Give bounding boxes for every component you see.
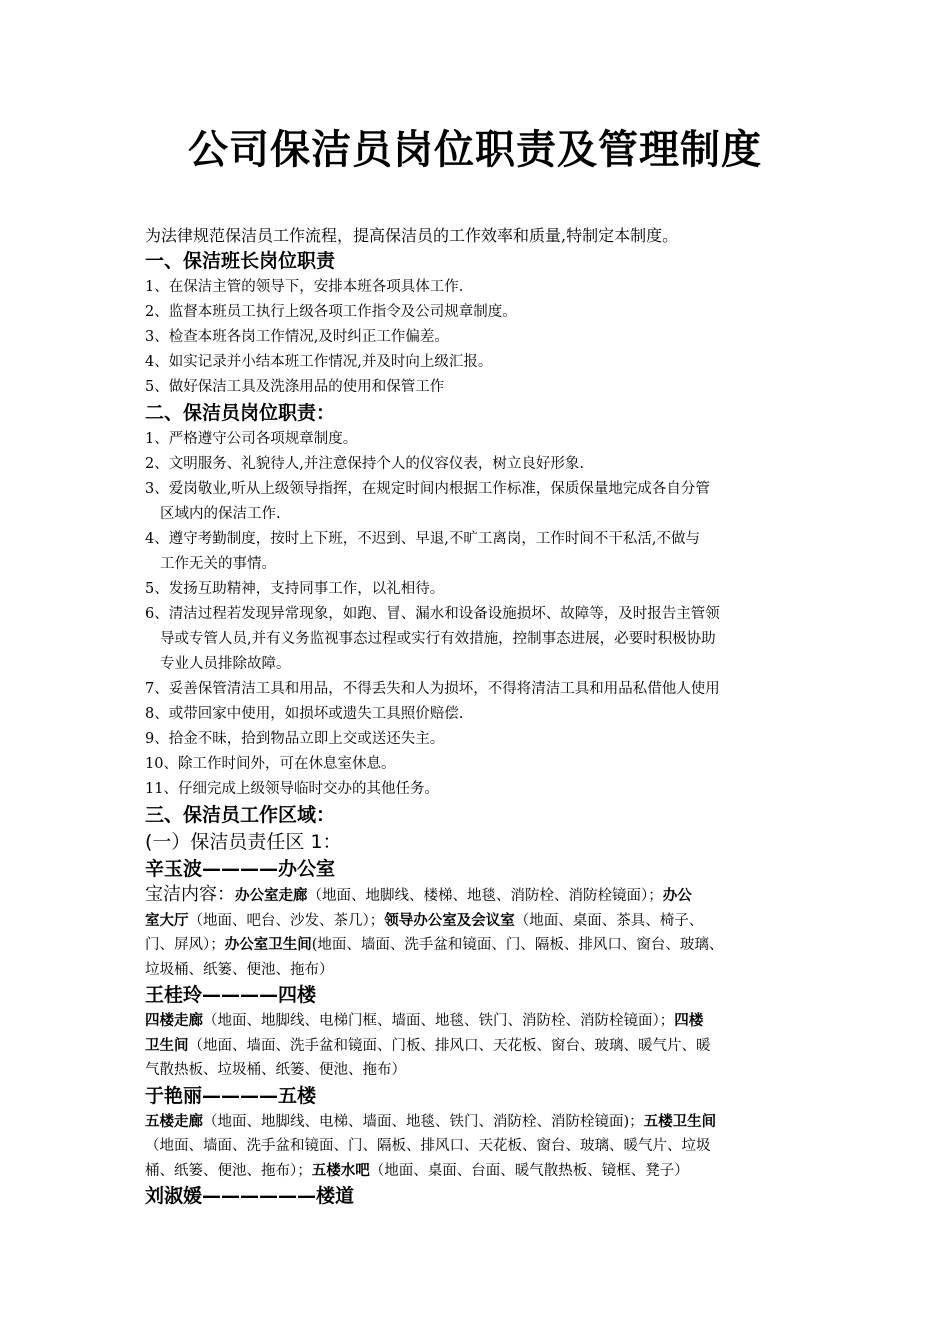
staff-2-zone-line — [145, 1034, 825, 1059]
staff-2-zone-line — [145, 1009, 825, 1034]
section-3-heading: 三、保洁员工作区域： — [145, 804, 336, 826]
section-2-item: 2、文明服务、礼貌待人,并注意保持个人的仪容仪表，树立良好形象. — [145, 456, 584, 472]
staff-3-zone-line — [145, 1110, 825, 1135]
area-detail: 桶、纸篓、便池、拖布）； — [145, 1162, 312, 1179]
area-detail: （地面、墙面、洗手盆和镜面、门、隔板、排风口、天花板、窗台、玻璃、暖气片、垃圾 — [145, 1138, 711, 1154]
section-2-item: 9、拾金不昧，拾到物品立即上交或送还失主。 — [145, 731, 445, 747]
area-detail: （地面、桌面、台面、暖气散热板、镜框、凳子） — [369, 1162, 689, 1179]
area-detail: (地面、墙面、洗手盆和镜面、门、隔板、排风口、窗台、玻璃、 — [311, 937, 724, 953]
staff-1-content-label: 宝洁内容： — [145, 884, 235, 905]
section-1-item: 5、做好保洁工具及洗涤用品的使用和保管工作 — [145, 379, 445, 395]
section-1-item: 3、检查本班各岗工作情况,及时纠正工作偏差。 — [145, 329, 449, 345]
section-2-item: 7、妥善保管清洁工具和用品，不得丢失和人为损坏，不得将清洁工具和用品私借他人使用 — [145, 681, 720, 697]
staff-1-zone-line — [145, 883, 825, 909]
section-2-item: 6、清洁过程若发现异常现象，如跑、冒、漏水和设备设施损坏、故障等，及时报告主管领 — [145, 606, 720, 622]
section-1-item: 2、监督本班员工执行上级各项工作指令及公司规章制度。 — [145, 304, 517, 320]
area-name: 卫生间 — [145, 1037, 189, 1054]
section-2-heading: 二、保洁员岗位职责： — [145, 402, 336, 424]
staff-1-zone-line — [145, 933, 825, 958]
staff-2-name: 王桂玲————四楼 — [145, 984, 317, 1006]
section-2-item-continued: 导或专管人员,并有义务监视事态过程或实行有效措施，控制事态进展，必要时积极协助 — [160, 631, 716, 647]
section-1-item: 4、如实记录并小结本班工作情况,并及时向上级汇报。 — [145, 354, 493, 370]
staff-1-zone-line — [145, 958, 825, 983]
section-2-item: 3、爱岗敬业,听从上级领导指挥，在规定时间内根据工作标准，保质保量地完成各自分管 — [145, 481, 710, 497]
section-2-item: 1、严格遵守公司各项规章制度。 — [145, 431, 358, 447]
section-2-item: 5、发扬互助精神，支持同事工作，以礼相待。 — [145, 581, 445, 597]
area-detail: 气散热板、垃圾桶、纸篓、便池、拖布） — [145, 1062, 406, 1078]
area-detail: （地面、地脚线、电梯门框、墙面、地毯、铁门、消防栓、消防栓镜面）； — [203, 1013, 675, 1029]
section-2-item: 4、遵守考勤制度，按时上下班，不迟到、早退,不旷工离岗，工作时间不干私活,不做与 — [145, 531, 700, 547]
staff-4-name: 刘淑媛——————楼道 — [145, 1185, 355, 1207]
area-name: 办公室走廊 — [235, 888, 308, 904]
area-name: 领导办公室及会议室 — [384, 912, 515, 929]
area-detail: （地面、地脚线、电梯、墙面、地毯、铁门、消防栓、消防栓镜面)； — [203, 1113, 644, 1130]
area-name: 四楼走廊 — [145, 1013, 203, 1029]
area-name: 办公 — [662, 888, 692, 904]
section-3-subheading: (一）保洁员责任区 1： — [145, 831, 342, 853]
area-detail: （地面、吧台、沙发、茶几）； — [188, 912, 385, 929]
staff-1-name: 辛玉波————办公室 — [145, 858, 336, 880]
intro-paragraph: 为法律规范保洁员工作流程，提高保洁员的工作效率和质量,特制定本制度。 — [145, 226, 679, 245]
section-2-item: 8、或带回家中使用，如损坏或遗失工具照价赔偿. — [145, 706, 464, 722]
section-2-item: 11、仔细完成上级领导临时交办的其他任务。 — [145, 781, 439, 797]
area-detail: （地面、桌面、茶具、椅子、 — [514, 912, 704, 929]
area-name: 五楼水吧 — [311, 1162, 370, 1179]
staff-3-zone-line — [145, 1159, 825, 1184]
area-detail: （地面、地脚线、楼梯、地毯、消防栓、消防栓镜面）； — [307, 888, 663, 904]
staff-3-zone-line — [145, 1134, 825, 1159]
area-detail: 垃圾桶、纸篓、便池、拖布） — [145, 961, 334, 978]
staff-3-name: 于艳丽————五楼 — [145, 1084, 317, 1107]
section-2-item: 10、除工作时间外，可在休息室休息。 — [145, 756, 396, 772]
area-name: 五楼走廊 — [145, 1113, 203, 1130]
section-1-item: 1、在保洁主管的领导下，安排本班各项具体工作. — [145, 279, 464, 295]
area-name: 五楼卫生间 — [643, 1113, 717, 1130]
area-detail: （地面、墙面、洗手盆和镜面、门板、排风口、天花板、窗台、玻璃、暖气片、暖 — [188, 1037, 711, 1054]
document-title: 公司保洁员岗位职责及管理制度 — [188, 127, 762, 173]
document-body — [145, 224, 825, 1210]
staff-1-zone-line — [145, 909, 825, 934]
area-detail: 门、屏风）； — [145, 937, 225, 953]
area-name: 室大厅 — [145, 912, 189, 929]
staff-2-zone-line — [145, 1058, 825, 1083]
section-1-heading: 一、保洁班长岗位职责 — [145, 250, 336, 272]
section-2-item-continued: 区域内的保洁工作. — [160, 506, 281, 522]
area-name: 办公室卫生间 — [224, 937, 312, 953]
section-2-item-continued: 专业人员排除故障。 — [160, 656, 291, 672]
section-2-item-continued: 工作无关的事情。 — [160, 556, 276, 572]
area-name: 四楼 — [674, 1013, 704, 1029]
